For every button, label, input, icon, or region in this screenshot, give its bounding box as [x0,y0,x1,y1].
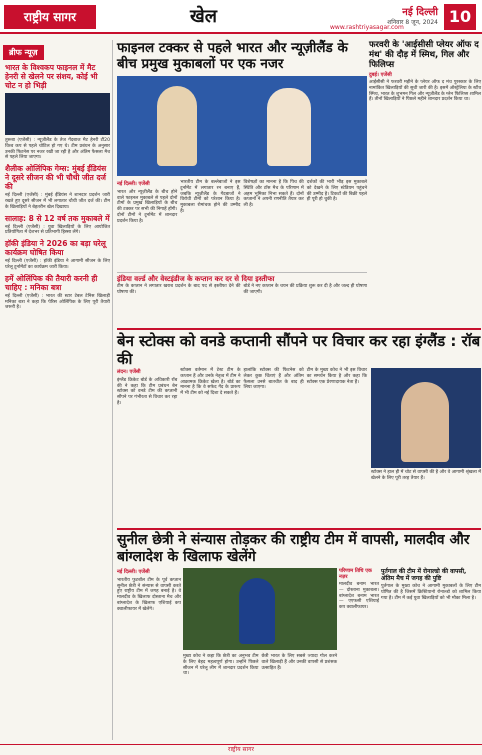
player-figure [239,578,275,644]
brief-item-body: तुरूबा (एजेंसी) : न्यूज़ीलैंड के तेज गेंदबाज मैट हेनरी टी20 विश्व कप से पहले चोटिल हो गए थे। टीम प्रबंधन के अनुसार उनकी फिटनेस पर नजर रखी जा रही है और अंतिम फैसला मैच से पहले लिया जाएगा। [5,138,110,161]
brief-item-title: भारत के विश्वकप फाइनल में मैट हेनरी से खेलने पर संशय, कोई भी चोट न हो भिड़ी [5,63,98,90]
stokes-paragraph: हालांकि स्टोक्स की फिटनेस को लेकर कुछ चिंताएं हैं और अंतिम फैसला उनसे बातचीत के बाद ही लिया जाएगा। [243,368,304,391]
lead-photo [117,76,367,176]
brief-photo [5,93,110,135]
brief-item-title: हमें ओलिंपिक की तैयारी करनी ही चाहिए : मनिका बत्रा [5,273,98,292]
brief-news-label: ब्रीफ न्यूज़ [3,45,44,60]
side-story [369,40,481,103]
section-title: खेल [190,6,217,27]
brief-item-body: नई दिल्ली (एजेंसी) : मुंबई ईंडियंस ने शानदार प्रदर्शन जारी रखते हुए दूसरे सीजन में भी लगातार चौथी जीत दर्ज की। टीम के खिलाड़ियों ने बेहतरीन खेल दिखाया। [5,193,110,210]
lead-story-byline: नई दिल्ली। एजेंसी [117,181,150,187]
brief-item-body: नई दिल्ली (एजेंसी) : हॉकी इंडिया ने आगामी सीजन के लिए घरेलू टूर्नामेंटों का कार्यक्रम जारी किया। [5,259,110,270]
results-box [339,568,379,748]
stokes-paragraph: टीम के मुख्य कोच ने भी इस विचार का समर्थन किया है और कहा कि स्टोक्स एक प्रेरणादायक नेता हैं। [306,368,367,385]
stokes-byline: लंदन। एजेंसी [117,369,141,375]
page-number: 10 [444,4,476,30]
chhetri-photo [183,568,337,650]
brief-item-body: नई दिल्ली (एजेंसी) : युवा खिलाड़ियों के लिए आयोजित प्रतियोगिता में देशभर से प्रतिभागी हिस्सा लेंगे। [5,224,110,236]
brief-item-title: शैलीक ओलिंपिक गेम्स: मुंबई ईंडियंस ने दूसरे सीजन की भी चौथी जीत दर्ज की [5,164,107,192]
subhead-columns [117,284,367,324]
lead-subhead: इंडिया वर्ल्ड और वेस्टइंडीज के कप्तान कर दर से दिया इस्तीफा [117,272,367,284]
dateline-date: शनिवार 8 जून, 2024 [387,19,438,26]
stokes-paragraph: लंदन। एजेंसी इंग्लैंड क्रिकेट बोर्ड के अधिकारी रॉब की ने कहा कि टीम प्रबंधन बेन स्टोक्स को वनडे टीम की कप्तानी सौंपने पर गंभीरता से विचार कर रहा है। [117,369,178,406]
stokes-paragraph: स्टोक्स वर्तमान में टेस्ट टीम के कप्तान हैं और उनके नेतृत्व में टीम ने आक्रामक क्रिकेट खेला है। बोर्ड का मानना है कि वे सफेद गेंद के प्रारूप में भी टीम को नई दिशा दे सकते हैं। [180,368,241,397]
player-figure [267,88,311,166]
masthead [0,0,482,34]
site-url[interactable]: www.rashtriyasagar.com [330,24,404,31]
main-content [117,40,481,752]
footer: राष्ट्रीय सागर [0,744,482,755]
side-story-2-body: पुर्तगाल के मुख्य कोच ने आगामी मुकाबलों के लिए टीम घोषित की है जिसमें क्रिस्टियानो रोनाल्डो को शामिल किया गया है। टीम में कई युवा खिलाड़ियों को भी मौका मिला है। [381,584,481,601]
side-story-2 [381,568,481,748]
stokes-photo [371,368,481,468]
lead-headline: फाइनल टक्कर से पहले भारत और न्यूज़ीलैंड के बीच प्रमुख मुकाबलों पर एक नजर [117,40,348,72]
brief-news-column [3,40,113,740]
side-story-2-headline: पुर्तगाल की टीम में रोनाल्डो की वापसी, अंतिम मैच में जगह की पुष्टि [381,568,467,582]
subhead-paragraph: बोर्ड ने नए कप्तान के चयन की प्रक्रिया शुरू कर दी है और जल्द ही घोषणा की जाएगी। [243,284,367,295]
brief-item-title: हॉकी इंडिया ने 2026 का बड़ा घरेलू कार्यक्रम घोषित किया [5,239,106,258]
chhetri-paragraph: छेत्री भारत के लिए सबसे ज्यादा गोल करने वाले खिलाड़ी हैं और उनकी वापसी से प्रशंसक उत्साहित हैं। [261,654,337,671]
side-story-byline: दुबई। एजेंसी [369,72,392,78]
chhetri-paragraph: नई दिल्ली। एजेंसी भारतीय फुटबॉल टीम के पूर्व कप्तान सुनील छेत्री ने संन्यास से वापसी करते हुए राष्ट्रीय टीम में जगह बनाई है। वे मालदीव के खिलाफ दोस्ताना मैच और बांग्लादेश के खिलाफ एशियाई कप क्वालीफायर में खेलेंगे। [117,569,181,612]
lead-story-paragraph: विशेषज्ञों का मानना है कि पिच की स्थिति और टॉस मैच के परिणाम में अहम भूमिका निभा सकते हैं। दोनों कप्तानों ने अपनी रणनीति तैयार कर ली है। [243,180,304,209]
player-figure [157,86,197,166]
lead-story-paragraph: दर्शकों की भारी भीड़ इस मुकाबले को देखने के लिए स्टेडियम पहुंचने की उम्मीद है। टिकटों की बिक्री पहले ही पूरी हो चुकी है। [306,180,367,203]
side-story-body: आईसीसी ने फरवरी महीने के प्लेयर ऑफ द मंथ पुरस्कार के लिए नामांकित खिलाड़ियों की सूची जारी की है। इसमें ऑस्ट्रेलिया के स्टीव स्मिथ, भारत के शुभमन गिल और न्यूज़ीलैंड के ग्लेन फिलिप्स शामिल हैं। तीनों खिलाड़ियों ने पिछले महीने शानदार प्रदर्शन किया था। [369,80,481,103]
subhead-paragraph: टीम के कप्तान ने लगातार खराब प्रदर्शन के बाद पद से इस्तीफा देने की घोषणा की। [117,284,241,295]
stokes-headline: बेन स्टोक्स को वनडे कप्तानी सौंपने पर विचार कर रहा इंग्लैंड : रॉब की [117,328,481,368]
brand-logo: राष्ट्रीय सागर [4,5,96,29]
brief-item-title: सालाह: 8 से 12 वर्ष तक मुकाबले में [5,213,110,223]
results-body: मालदीव बनाम भारत — दोस्ताना मुकाबला। बांग्लादेश बनाम भारत — एएफसी एशियाई कप क्वालीफायर। [339,582,379,611]
stokes-story-columns [117,368,367,508]
side-story-headline: फरवरी के 'आईसीसी प्लेयर ऑफ द मंथ' की दौड़ में स्मिथ, गिल और फिलिप्स [369,40,479,70]
player-figure [401,382,449,462]
results-title: परिणाम तिथि एक नज़र [339,568,372,580]
chhetri-byline: नई दिल्ली। एजेंसी [117,569,150,575]
dateline-city: नई दिल्ली [402,7,438,18]
lead-story-paragraph: नई दिल्ली। एजेंसी भारत और न्यूज़ीलैंड के बीच होने वाले फाइनल मुकाबले से पहले दोनों टीमों के प्रमुख खिलाड़ियों के बीच की टक्कर पर सभी की निगाहें होंगी। दोनों टीमों ने टूर्नामेंट में शानदार प्रदर्शन किया है। [117,181,178,224]
brief-item-body: नई दिल्ली (एजेंसी) : भारत की स्टार टेबल टेनिस खिलाड़ी मनिका बत्रा ने कहा कि पेरिस ओलिंपिक के लिए पूरी तैयारी जरूरी है। [5,293,110,311]
lead-story-paragraph: भारतीय टीम के बल्लेबाजों ने इस टूर्नामेंट में लगातार रन बनाए हैं, जबकि न्यूज़ीलैंड के गेंदबाजों ने विरोधी टीमों को परेशान किया है। मुकाबला रोमांचक होने की उम्मीद है। [180,180,241,214]
chhetri-headline: सुनील छेत्री ने संन्यास तोड़कर की राष्ट्रीय टीम में वापसी, मालदीव और बांग्लादेश के खिलाफ खेलेंगे [117,528,481,566]
lead-story-columns [117,180,367,270]
stokes-side-text: स्टोक्स ने हाल ही में चोट से वापसी की है और वे आगामी श्रृंखला में खेलने के लिए पूरी तरह तैयार हैं। [371,470,481,481]
chhetri-columns [183,654,337,748]
chhetri-paragraph: मुख्य कोच ने कहा कि छेत्री का अनुभव टीम के लिए बेहद महत्वपूर्ण होगा। उन्होंने पिछले सीजन में घरेलू लीग में शानदार प्रदर्शन किया था। [183,654,259,677]
